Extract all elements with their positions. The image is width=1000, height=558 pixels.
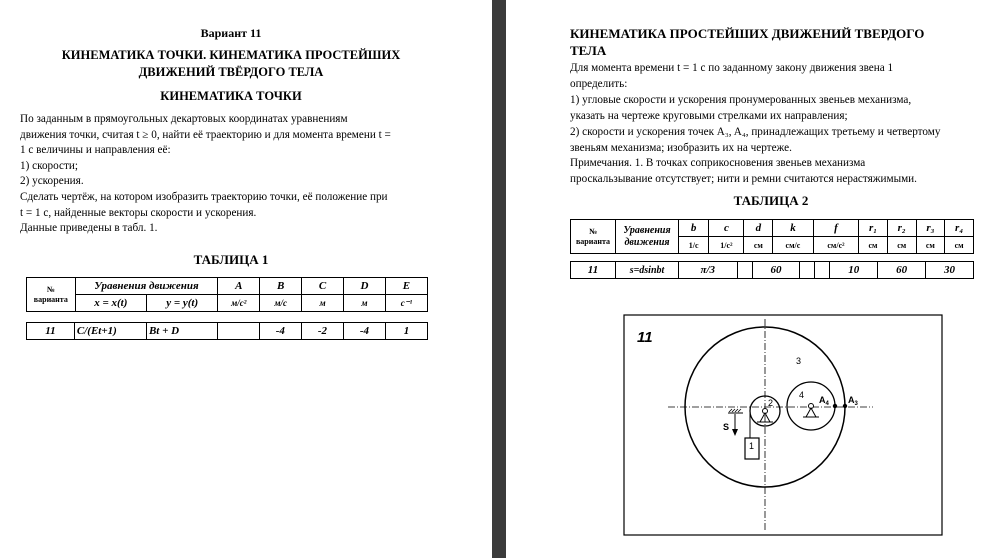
para-line: t = 1 c, найденные векторы скорости и ускорения. bbox=[20, 206, 257, 219]
left-page bbox=[0, 0, 492, 558]
table1-cell: -4 bbox=[343, 323, 385, 340]
table1-unit: м bbox=[344, 295, 386, 312]
s-arrow-head bbox=[732, 429, 738, 436]
table2-cell: 60 bbox=[878, 262, 926, 279]
table2-col: c bbox=[709, 220, 744, 237]
table1-cell: -4 bbox=[259, 323, 301, 340]
para-line: По заданным в прямоугольных декартовых координатах уравнениям bbox=[20, 113, 348, 125]
table1-unit: м/с² bbox=[218, 295, 260, 312]
figure-number: 11 bbox=[637, 329, 653, 346]
label-1: 1 bbox=[749, 441, 755, 451]
table2-unit: см/с² bbox=[813, 237, 858, 254]
table2-cell: π/3 bbox=[679, 262, 738, 279]
table2-col: f bbox=[813, 220, 858, 237]
right-title-line1: КИНЕМАТИКА ПРОСТЕЙШИХ ДВИЖЕНИЙ ТВЕРДОГО bbox=[570, 26, 925, 41]
table2-cell: 10 bbox=[830, 262, 878, 279]
table1-num-header: № варианта bbox=[27, 278, 76, 312]
right-title-line2: ТЕЛА bbox=[570, 43, 607, 58]
table2-unit: см bbox=[859, 237, 888, 254]
figure-frame bbox=[624, 315, 942, 535]
table2-data bbox=[570, 261, 974, 279]
table2-header bbox=[570, 219, 974, 254]
right-paragraph bbox=[570, 61, 990, 188]
table2-col: r₃ bbox=[916, 220, 945, 237]
table1-unit: м/с bbox=[260, 295, 302, 312]
table1-cell bbox=[218, 323, 260, 340]
main-title-line1: КИНЕМАТИКА ТОЧКИ. КИНЕМАТИКА ПРОСТЕЙШИХ bbox=[61, 48, 401, 62]
table2-cell: 30 bbox=[926, 262, 974, 279]
table1-cell: Bt + D bbox=[146, 323, 217, 340]
table2-unit: см bbox=[744, 237, 773, 254]
label-2: 2 bbox=[768, 398, 774, 408]
table2-unit: 1/c bbox=[679, 237, 709, 254]
page-gutter bbox=[492, 0, 506, 558]
para-line: 1 c величины и направления её: bbox=[20, 144, 171, 157]
mechanism-figure bbox=[623, 314, 945, 538]
label-A3: $A_3$ bbox=[848, 395, 858, 407]
para-line: Сделать чертёж, на котором изобразить траекторию точки, её положение при bbox=[20, 190, 388, 203]
para-line: Примечания. 1. В точках соприкосновения звеньев механизма bbox=[570, 157, 866, 170]
hatch bbox=[729, 409, 732, 412]
wheel-4-support bbox=[806, 408, 816, 417]
main-title-line2: ДВИЖЕНИЙ ТВЁРДОГО ТЕЛА bbox=[138, 65, 324, 79]
table2-col: r₄ bbox=[945, 220, 974, 237]
table2-col: k bbox=[773, 220, 814, 237]
table1-unit: м bbox=[302, 295, 344, 312]
para-line: указать на чертеже круговыми стрелками их направления; bbox=[570, 109, 848, 122]
table1-cell: -2 bbox=[301, 323, 343, 340]
table2-col: d bbox=[744, 220, 773, 237]
label-3: 3 bbox=[796, 356, 802, 366]
para-line: звеньям механизма; изобразить их на чертеже. bbox=[570, 141, 792, 154]
section-title: КИНЕМАТИКА ТОЧКИ bbox=[160, 89, 302, 103]
table1-header bbox=[26, 277, 428, 312]
right-page bbox=[506, 0, 1000, 558]
table1-eq-header: Уравнения движения bbox=[75, 278, 218, 295]
hatch bbox=[738, 409, 741, 412]
table1-data bbox=[26, 322, 428, 340]
table2-unit: 1/c² bbox=[709, 237, 744, 254]
table1-unit: с⁻¹ bbox=[385, 295, 427, 312]
table2-cell: 60 bbox=[752, 262, 800, 279]
label-4: 4 bbox=[799, 390, 805, 400]
table2-col: r₂ bbox=[887, 220, 916, 237]
point-A4 bbox=[833, 404, 837, 408]
hatch bbox=[732, 409, 735, 412]
table2-unit: см bbox=[916, 237, 945, 254]
table2-eq-header: Уравнения движения bbox=[616, 220, 679, 254]
table2-num-header: № варианта bbox=[571, 220, 616, 254]
para-line: Данные приведены в табл. 1. bbox=[20, 222, 158, 235]
table2-unit: см/с bbox=[773, 237, 814, 254]
para-line: Для момента времени t = 1 c по заданному закону движения звена 1 bbox=[570, 62, 894, 74]
point-A3 bbox=[843, 404, 847, 408]
table1-y-header: y = y(t) bbox=[146, 295, 217, 312]
label-A4: $A_4$ bbox=[819, 395, 829, 407]
para-line: 2) скорости и ускорения точек A₃, A₄, принадлежащих третьему и четвертому bbox=[570, 125, 941, 138]
table1-cell: 11 bbox=[27, 323, 75, 340]
table1-cell: 1 bbox=[385, 323, 427, 340]
table2-cell: s=dsinbt bbox=[616, 262, 679, 279]
table1-col-A: A bbox=[218, 278, 260, 295]
table2-cell bbox=[737, 262, 752, 279]
table2-title: ТАБЛИЦА 2 bbox=[733, 193, 809, 208]
table1-col-C: C bbox=[302, 278, 344, 295]
table2-unit: см bbox=[945, 237, 974, 254]
table2-col: b bbox=[679, 220, 709, 237]
para-line: 1) угловые скорости и ускорения пронумерованных звеньев механизма, bbox=[570, 93, 912, 106]
variant-title: Вариант 11 bbox=[200, 26, 262, 40]
table2-cell: 11 bbox=[571, 262, 616, 279]
table2-unit: см bbox=[887, 237, 916, 254]
left-paragraph bbox=[20, 112, 460, 237]
para-line: 1) скорости; bbox=[20, 159, 78, 172]
table1-col-D: D bbox=[344, 278, 386, 295]
para-line: определить: bbox=[570, 77, 628, 90]
para-line: движения точки, считая t ≥ 0, найти её траекторию и для момента времени t = bbox=[20, 128, 391, 141]
table2-cell bbox=[800, 262, 815, 279]
table1-x-header: x = x(t) bbox=[75, 295, 146, 312]
table1-col-B: B bbox=[260, 278, 302, 295]
hatch bbox=[735, 409, 738, 412]
table1-cell: C/(Et+1) bbox=[74, 323, 146, 340]
table2-cell bbox=[815, 262, 830, 279]
table1-title: ТАБЛИЦА 1 bbox=[193, 252, 269, 267]
table1-col-E: E bbox=[385, 278, 427, 295]
label-s: S bbox=[723, 422, 730, 432]
para-line: проскальзывание отсутствует; нити и ремни считаются нерастяжимыми. bbox=[570, 173, 917, 186]
para-line: 2) ускорения. bbox=[20, 175, 84, 188]
table2-col: r₁ bbox=[859, 220, 888, 237]
